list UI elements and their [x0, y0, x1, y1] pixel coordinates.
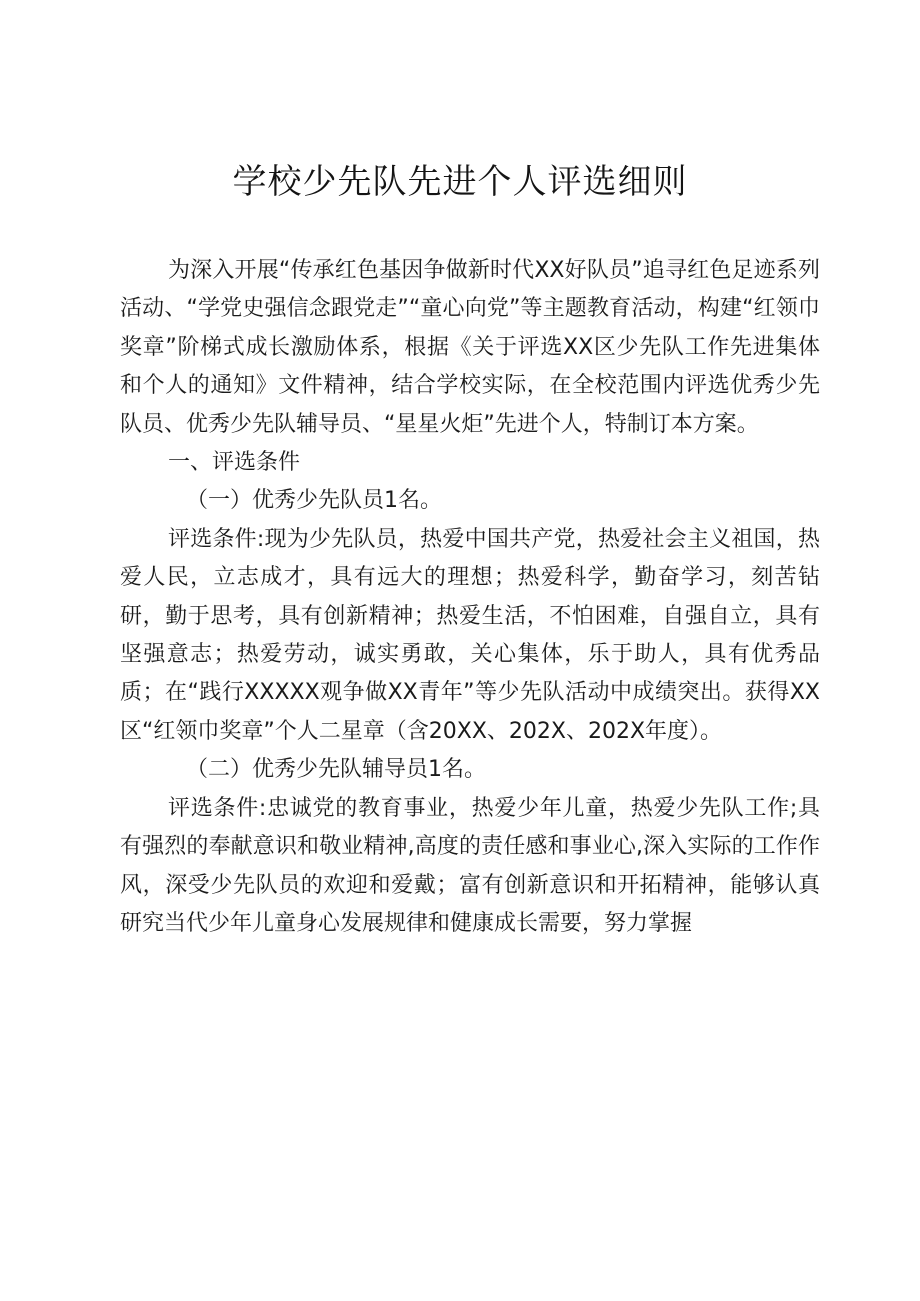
- subsection-heading-outstanding-counselor: （二）优秀少先队辅导员1名。: [186, 757, 486, 783]
- document-body: [120, 252, 820, 943]
- section-heading-criteria: 一、评选条件: [168, 450, 301, 476]
- document-title: 学校少先队先进个人评选细则: [232, 162, 688, 202]
- intro-paragraph: 为深入开展“传承红色基因争做新时代XX好队员”追寻红色足迹系列活动、“学党史强信念跟党走”“童心向党”等主题教育活动，构建“红领巾奖章”阶梯式成长激励体系，根据《关于评选XX区少先队工作先进集体和个人的通知》文件精神，结合学校实际，在全校范围内评选优秀少先队员、优秀少先队辅导员、“星星火炬”先进个人，特制订本方案。: [120, 258, 820, 437]
- criteria-paragraph-member: 评选条件:现为少先队员，热爱中国共产党，热爱社会主义祖国，热爱人民，立志成才，具有远大的理想；热爱科学，勤奋学习，刻苦钻研，勤于思考，具有创新精神；热爱生活，不怕困难，自强自立，具有坚强意志；热爱劳动，诚实勇敢，关心集体，乐于助人，具有优秀品质；在“践行XXXXX观争做XX青年”等少先队活动中成绩突出。获得XX区“红领巾奖章”个人二星章（含20XX、202X、202X年度）。: [120, 526, 820, 744]
- subsection-heading-outstanding-member: （一）优秀少先队员1名。: [186, 488, 442, 514]
- criteria-paragraph-counselor: 评选条件:忠诚党的教育事业，热爱少年儿童，热爱少先队工作;具有强烈的奉献意识和敬业精神,高度的责任感和事业心,深入实际的工作作风，深受少先队员的欢迎和爱戴；富有创新意识和开拓精神，能够认真研究当代少年儿童身心发展规律和健康成长需要，努力掌握: [120, 795, 820, 936]
